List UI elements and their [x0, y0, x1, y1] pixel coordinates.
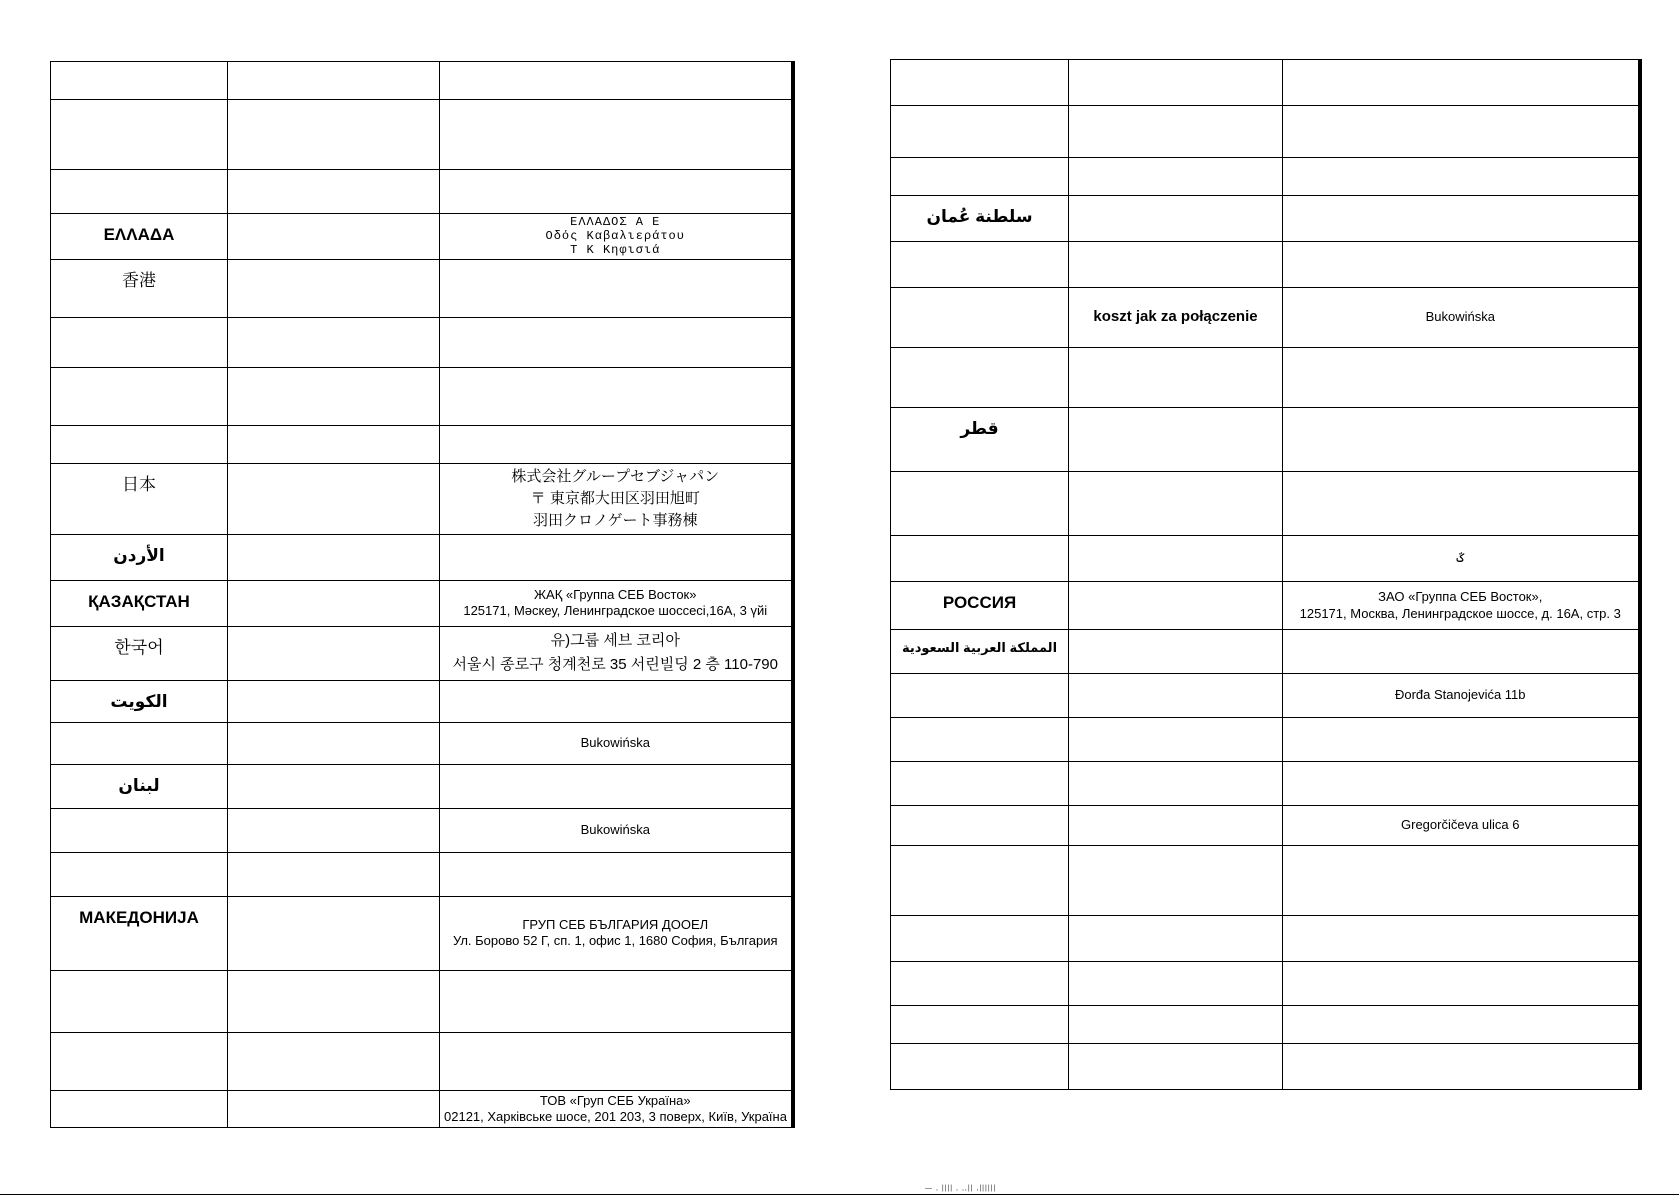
country-cell [51, 426, 228, 464]
phone-cell: koszt jak za połączenie [1069, 288, 1283, 348]
address-line: ػ [1456, 550, 1465, 566]
phone-cell [1069, 962, 1283, 1006]
address-line: Ул. Борово 52 Г, сп. 1, офис 1, 1680 София, България [452, 933, 778, 949]
address-line: Bukowińska [1425, 309, 1495, 325]
address-line: ГРУП СЕБ БЪЛГАРИЯ ДООЕЛ [522, 916, 709, 932]
phone-cell [1069, 762, 1283, 806]
country-cell: ΕΛΛΑΔΑ [51, 214, 228, 260]
left-table-body [51, 62, 793, 1128]
phone-cell [228, 214, 440, 260]
footer-scan-marks: — , |||| , ,,|| ,|||||| [925, 1185, 997, 1192]
phone-cell [228, 318, 440, 368]
address-line: ЗАО «Группа СЕБ Восток», [1378, 589, 1543, 605]
right-contact-table [890, 59, 1642, 1090]
country-cell [891, 762, 1069, 806]
country-cell: 香港 [51, 260, 228, 318]
address-cell [440, 1032, 793, 1090]
address-cell [1283, 806, 1640, 846]
phone-cell [1069, 1006, 1283, 1044]
address-cell [1283, 674, 1640, 718]
table-row [891, 408, 1640, 472]
address-cell [440, 680, 793, 722]
table-row [891, 582, 1640, 630]
country-cell [891, 242, 1069, 288]
address-line: Οδός Καβαλιεράτου [545, 228, 685, 243]
address-cell [440, 896, 793, 970]
country-cell [51, 318, 228, 368]
address-cell [1283, 718, 1640, 762]
address-cell [440, 764, 793, 808]
address-line: Đorđa Stanojevića 11b [1394, 687, 1526, 703]
country-cell: قطر [891, 408, 1069, 472]
address-cell [1283, 630, 1640, 674]
phone-cell [228, 534, 440, 580]
address-cell [1283, 158, 1640, 196]
country-cell [51, 1090, 228, 1128]
address-cell [440, 368, 793, 426]
phone-cell [228, 970, 440, 1032]
address-line: 株式会社グループセブジャパン [511, 468, 720, 486]
country-cell [51, 170, 228, 214]
country-cell [891, 348, 1069, 408]
address-cell [1283, 536, 1640, 582]
phone-cell [1069, 718, 1283, 762]
table-row [51, 626, 793, 680]
address-line: Gregorčičeva ulica 6 [1401, 817, 1520, 833]
address-cell [1283, 348, 1640, 408]
address-line: 羽田クロノゲート事務棟 [532, 511, 698, 529]
country-cell [891, 1044, 1069, 1090]
phone-cell [1069, 674, 1283, 718]
country-cell [891, 846, 1069, 916]
address-cell [440, 170, 793, 214]
table-row [51, 680, 793, 722]
phone-cell [228, 580, 440, 626]
phone-cell [1069, 106, 1283, 158]
address-line: 125171, Мәскеу, Ленинградское шоссесi,16А, 3 үйi [463, 603, 768, 619]
table-row [51, 170, 793, 214]
address-cell [440, 626, 793, 680]
address-cell [1283, 1044, 1640, 1090]
phone-cell [228, 764, 440, 808]
phone-cell [1069, 408, 1283, 472]
table-row [51, 426, 793, 464]
address-line: ΕΛΛΑΔΟΣ Α Ε [570, 215, 661, 229]
phone-cell [1069, 536, 1283, 582]
country-cell [51, 368, 228, 426]
phone-cell [228, 464, 440, 534]
phone-cell [1069, 806, 1283, 846]
table-row [51, 62, 793, 100]
address-cell [440, 318, 793, 368]
country-cell [51, 722, 228, 764]
address-line: ТОВ «Груп СЕБ Україна» [539, 1092, 691, 1108]
country-cell: МАКЕДОНИЈА [51, 896, 228, 970]
address-cell [1283, 762, 1640, 806]
country-cell: سلطنة عُمان [891, 196, 1069, 242]
table-row [51, 970, 793, 1032]
country-cell: الأردن [51, 534, 228, 580]
phone-cell [1069, 196, 1283, 242]
address-cell [440, 808, 793, 852]
country-cell [51, 970, 228, 1032]
table-row [51, 808, 793, 852]
address-line: Bukowińska [580, 735, 650, 751]
country-cell [891, 916, 1069, 962]
table-row [891, 472, 1640, 536]
address-cell [440, 534, 793, 580]
address-cell [1283, 60, 1640, 106]
address-cell [1283, 106, 1640, 158]
phone-cell [228, 722, 440, 764]
country-cell [51, 852, 228, 896]
address-cell [1283, 962, 1640, 1006]
country-cell: 日本 [51, 464, 228, 534]
table-row [51, 580, 793, 626]
table-row [51, 464, 793, 534]
phone-cell [1069, 472, 1283, 536]
phone-cell [1069, 846, 1283, 916]
table-row [51, 852, 793, 896]
country-cell: РОССИЯ [891, 582, 1069, 630]
phone-cell [228, 896, 440, 970]
address-line: Τ Κ Κηφισιά [570, 242, 661, 257]
address-cell [1283, 846, 1640, 916]
table-row [51, 534, 793, 580]
country-cell [891, 288, 1069, 348]
address-line: 125171, Москва, Ленинградское шоссе, д. 16А, стр. 3 [1299, 605, 1621, 621]
phone-cell [1069, 916, 1283, 962]
country-cell: المملكة العربية السعودية [891, 630, 1069, 674]
table-row [891, 916, 1640, 962]
country-cell [51, 1032, 228, 1090]
address-line: 〒 東京都大田区羽田旭町 [530, 490, 700, 508]
table-row [51, 896, 793, 970]
address-cell [440, 1090, 793, 1128]
country-cell: ҚАЗАҚСТАН [51, 580, 228, 626]
country-cell: الكويت [51, 680, 228, 722]
address-cell [440, 580, 793, 626]
address-cell [1283, 408, 1640, 472]
table-row [891, 348, 1640, 408]
table-row [891, 846, 1640, 916]
table-row [51, 764, 793, 808]
phone-cell [1069, 630, 1283, 674]
address-cell [1283, 472, 1640, 536]
country-cell [891, 674, 1069, 718]
address-cell [440, 100, 793, 170]
address-cell [440, 214, 793, 260]
phone-cell [228, 426, 440, 464]
table-row [891, 536, 1640, 582]
address-line: 서울시 종로구 청계천로 35 서린빌딩 2 층 110-790 [452, 656, 778, 674]
phone-cell [228, 808, 440, 852]
country-cell [891, 106, 1069, 158]
address-cell [1283, 196, 1640, 242]
table-row [891, 962, 1640, 1006]
country-cell: لبنان [51, 764, 228, 808]
table-row [51, 318, 793, 368]
table-row [891, 158, 1640, 196]
address-cell [1283, 242, 1640, 288]
phone-cell [228, 260, 440, 318]
phone-cell [228, 62, 440, 100]
table-row [891, 762, 1640, 806]
phone-cell [1069, 158, 1283, 196]
left-contact-table [50, 61, 795, 1128]
country-cell [891, 718, 1069, 762]
table-row [891, 674, 1640, 718]
address-cell [1283, 582, 1640, 630]
table-row [891, 630, 1640, 674]
address-cell [440, 722, 793, 764]
address-line: 유)그룹 세브 코리아 [550, 632, 680, 650]
country-cell [891, 158, 1069, 196]
country-cell [891, 962, 1069, 1006]
phone-cell [228, 852, 440, 896]
country-cell [891, 60, 1069, 106]
address-cell [1283, 288, 1640, 348]
country-cell [51, 62, 228, 100]
table-row [51, 722, 793, 764]
table-row [891, 1044, 1640, 1090]
address-cell [1283, 916, 1640, 962]
address-cell [440, 62, 793, 100]
address-cell [440, 464, 793, 534]
address-line: ЖАҚ «Группа СЕБ Восток» [534, 586, 697, 602]
phone-cell [228, 368, 440, 426]
table-row [891, 806, 1640, 846]
country-cell [891, 1006, 1069, 1044]
country-cell [51, 100, 228, 170]
address-cell [1283, 1006, 1640, 1044]
country-cell [891, 472, 1069, 536]
address-cell [440, 426, 793, 464]
table-row [51, 368, 793, 426]
right-table-body [891, 60, 1640, 1090]
address-cell [440, 852, 793, 896]
country-cell [891, 536, 1069, 582]
country-cell [51, 808, 228, 852]
table-row [51, 100, 793, 170]
address-cell [440, 970, 793, 1032]
phone-cell [1069, 60, 1283, 106]
phone-cell [1069, 582, 1283, 630]
phone-cell [228, 170, 440, 214]
table-row [891, 1006, 1640, 1044]
phone-cell [228, 1032, 440, 1090]
phone-cell [228, 680, 440, 722]
phone-cell [228, 626, 440, 680]
phone-cell [1069, 1044, 1283, 1090]
table-row [891, 718, 1640, 762]
address-line: Bukowińska [580, 822, 650, 838]
table-row [891, 196, 1640, 242]
phone-cell [228, 1090, 440, 1128]
phone-cell [1069, 242, 1283, 288]
phone-cell [228, 100, 440, 170]
table-row [51, 214, 793, 260]
address-line: 02121, Харківське шосе, 201 203, 3 поверх, Київ, Україна [444, 1108, 787, 1124]
table-row [51, 1032, 793, 1090]
table-row [891, 242, 1640, 288]
phone-cell [1069, 348, 1283, 408]
country-cell [891, 806, 1069, 846]
table-row [891, 288, 1640, 348]
table-row [891, 106, 1640, 158]
table-row [51, 260, 793, 318]
address-cell [440, 260, 793, 318]
table-row [51, 1090, 793, 1128]
table-row [891, 60, 1640, 106]
country-cell: 한국어 [51, 626, 228, 680]
